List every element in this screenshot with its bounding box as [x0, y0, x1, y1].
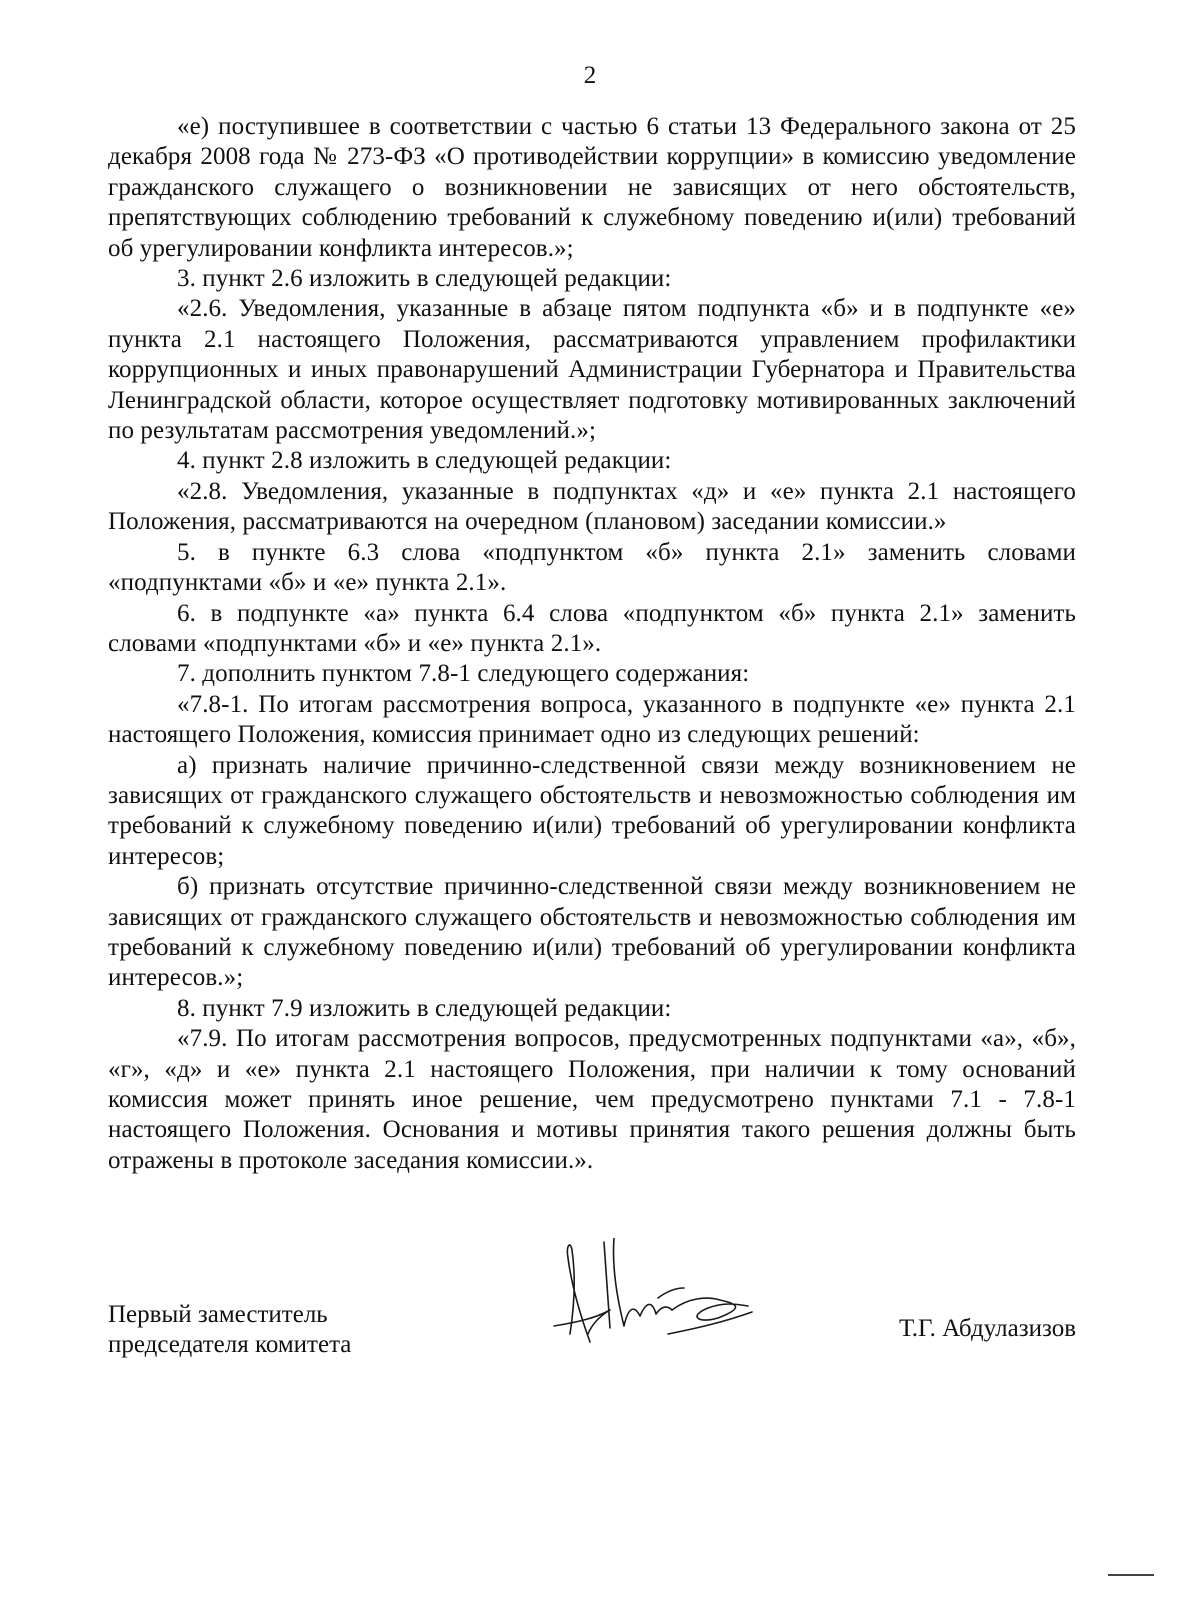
paragraph-point-4: 4. пункт 2.8 изложить в следующей редакции:: [177, 447, 672, 475]
paragraph-7-8-1-a: а) признать наличие причинно-следственной связи между возникновением не зависящих от гражданского служащего обстоятельств и невозможностью соблюдения им требований к служебному поведению и(или) требований об урегулировании конфликта интересов;: [108, 751, 1076, 870]
paragraph-point-5: 5. в пункте 6.3 слова «подпунктом «б» пункта 2.1» заменить словами «подпунктами «б» и «е» пункта 2.1».: [108, 538, 1076, 597]
page-number: 2: [583, 62, 597, 89]
paragraph-2-8: «2.8. Уведомления, указанные в подпунктах «д» и «е» пункта 2.1 настоящего Положения, рассматриваются на очередном (плановом) заседании комиссии.»: [108, 477, 1076, 536]
paragraph-7-9: «7.9. По итогам рассмотрения вопросов, предусмотренных подпунктами «а», «б», «г», «д» и «е» пункта 2.1 настоящего Положения, при наличии к тому оснований комиссия может принять иное решение, чем предусмотрено пунктами 7.1 - 7.8-1 настоящего Положения. Основания и мотивы принятия такого решения должны быть отражены в протоколе заседания комиссии.».: [108, 1025, 1076, 1174]
paragraph-7-8-1: «7.8-1. По итогам рассмотрения вопроса, указанного в подпункте «е» пункта 2.1 настоящего Положения, комиссия принимает одно из следующих решений:: [108, 690, 1076, 749]
signature-block: [108, 1300, 1076, 1380]
paragraph-2-6: «2.6. Уведомления, указанные в абзаце пятом подпункта «б» и в подпункте «е» пункта 2.1 настоящего Положения, рассматриваются управлением профилактики коррупционных и иных правонарушений Администрации Губернатора и Правительства Ленинградской области, которое осуществляет подготовку мотивированных заключений по результатам рассмотрения уведомлений.»;: [108, 295, 1076, 445]
signer-position-line1: Первый заместитель: [108, 1301, 328, 1328]
handwritten-signature: [548, 1238, 758, 1348]
scan-mark: [1108, 1574, 1154, 1576]
paragraph-point-7: 7. дополнить пунктом 7.8-1 следующего содержания:: [177, 660, 750, 688]
document-body: [108, 112, 1076, 1176]
signer-position-line2: председателя комитета: [108, 1331, 352, 1359]
paragraph-7-8-1-b: б) признать отсутствие причинно-следственной связи между возникновением не зависящих от гражданского служащего обстоятельств и невозможностью соблюдения им требований к служебному поведению и(или) требований об урегулировании конфликта интересов.»;: [108, 873, 1076, 992]
signer-name: Т.Г. Абдулазизов: [898, 1315, 1076, 1342]
paragraph-point-8: 8. пункт 7.9 изложить в следующей редакции:: [177, 994, 672, 1022]
signer-position: [108, 1300, 351, 1361]
paragraph-item-e: «е) поступившее в соответствии с частью 6 статьи 13 Федерального закона от 25 декабря 2008 года № 273-ФЗ «О противодействии коррупции» в комиссию уведомление гражданского служащего о возникновении не зависящих от него обстоятельств, препятствующих соблюдению требований к служебному поведению и(или) требований об урегулировании конфликта интересов.»;: [108, 113, 1076, 262]
paragraph-point-3: 3. пункт 2.6 изложить в следующей редакции:: [177, 265, 672, 293]
paragraph-point-6: 6. в подпункте «а» пункта 6.4 слова «подпунктом «б» пункта 2.1» заменить словами «подпунктами «б» и «е» пункта 2.1».: [108, 599, 1076, 657]
